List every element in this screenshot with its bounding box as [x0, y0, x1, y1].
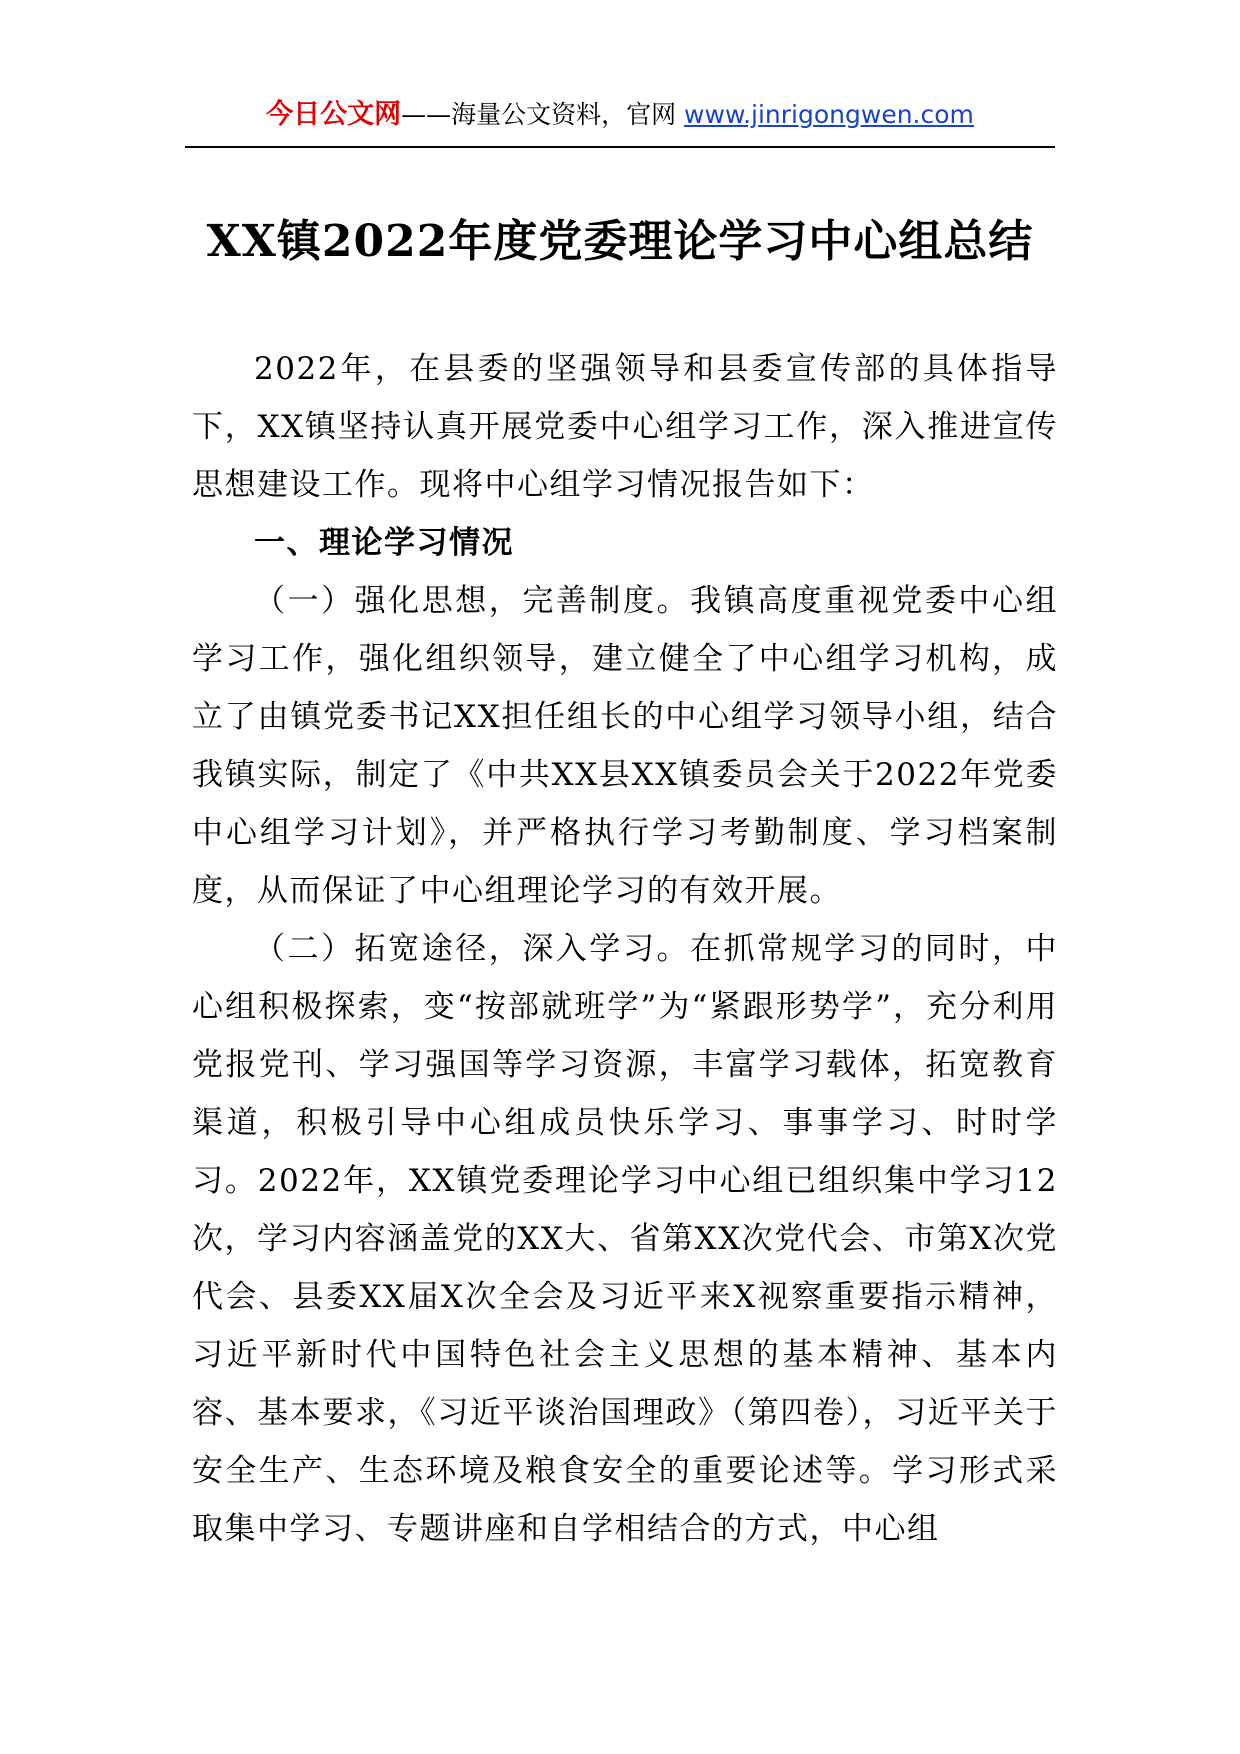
header-separator: ——	[401, 100, 452, 129]
intro-paragraph: 2022年，在县委的坚强领导和县委宣传部的具体指导下，XX镇坚持认真开展党委中心组学习工作，深入推进宣传思想建设工作。现将中心组学习情况报告如下：	[192, 351, 1058, 503]
brand-name: 今日公文网	[266, 99, 402, 130]
paragraph-2: （二）拓宽途径，深入学习。在抓常规学习的同时，中心组积极探索，变“按部就班学”为“紧跟形势学”，充分利用党报党刊、学习强国等学习资源，丰富学习载体，拓宽教育渠道，积极引导中心组成员快乐学习、事事学习、时时学习。2022年，XX镇党委理论学习中心组已组织集中学习12次，学习内容涵盖党的XX大、省第XX次党代会、市第X次党代会、县委XX届X次全会及习近平来X视察重要指示精神，习近平新时代中国特色社会主义思想的基本精神、基本内容、基本要求，《习近平谈治国理政》（第四卷），习近平关于安全生产、生态环境及粮食安全的重要论述等。学习形式采取集中学习、专题讲座和自学相结合的方式，中心组	[192, 931, 1058, 1547]
header-tagline: 海量公文资料，官网	[451, 100, 685, 129]
paragraph-1: （一）强化思想，完善制度。我镇高度重视党委中心组学习工作，强化组织领导，建立健全了中心组学习机构，成立了由镇党委书记XX担任组长的中心组学习领导小组，结合我镇实际，制定了《中共XX县XX镇委员会关于2022年党委中心组学习计划》，并严格执行学习考勤制度、学习档案制度，从而保证了中心组理论学习的有效开展。	[192, 583, 1058, 909]
section-heading: 一、理论学习情况	[254, 525, 514, 561]
website-link[interactable]: www.jinrigongwen.com	[684, 100, 974, 129]
document-body	[192, 340, 1058, 1558]
document-title: XX镇2022年度党委理论学习中心组总结	[206, 216, 1034, 267]
page-header	[185, 96, 1055, 148]
